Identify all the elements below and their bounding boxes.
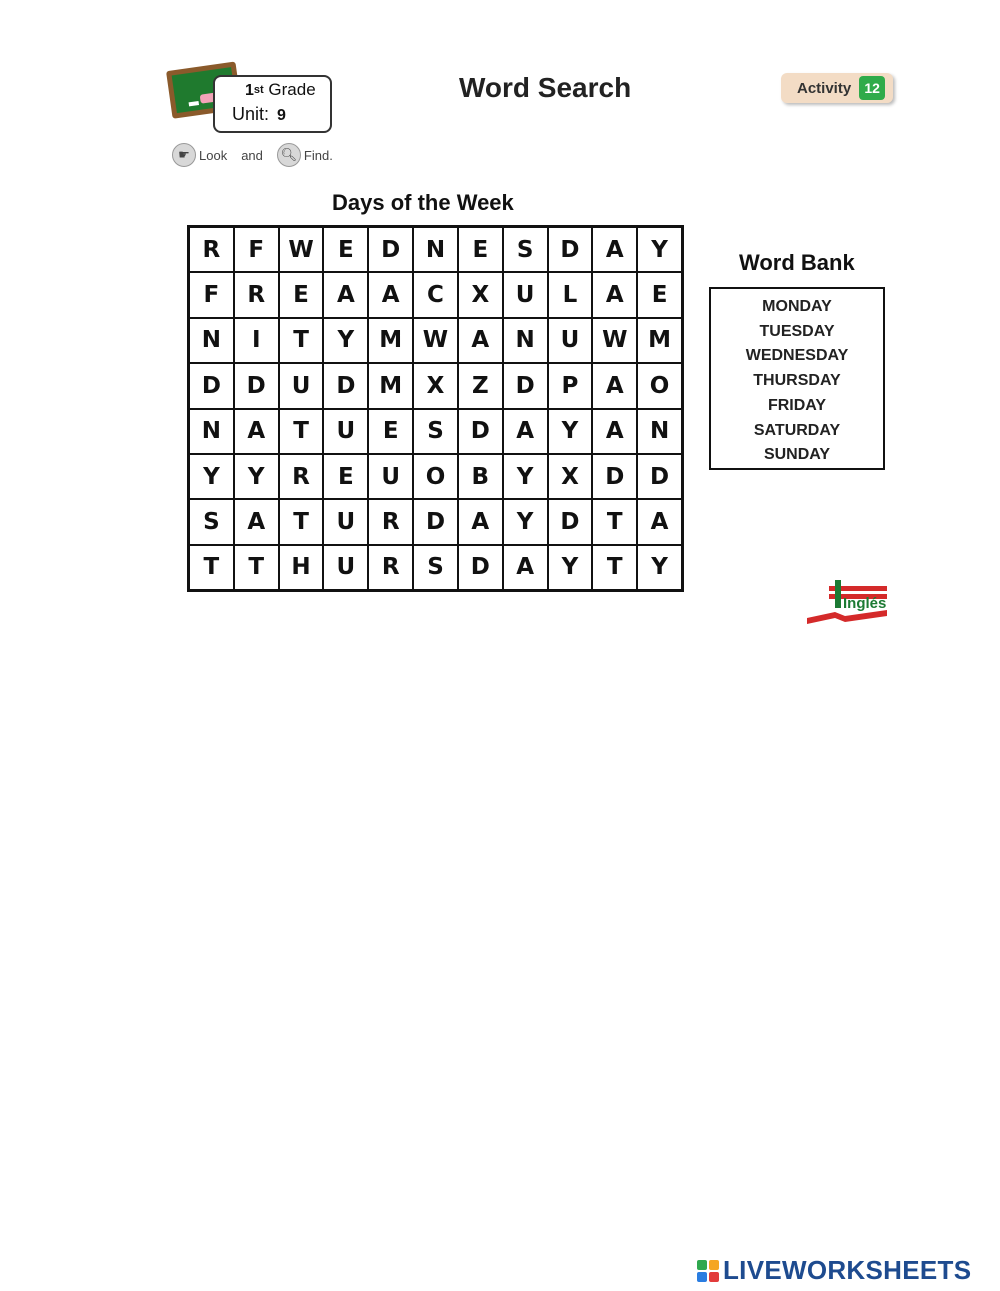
grid-cell[interactable]: D — [413, 499, 458, 544]
grid-cell[interactable]: R — [189, 227, 234, 272]
grid-cell[interactable]: S — [503, 227, 548, 272]
word-bank-item: FRIDAY — [767, 396, 827, 414]
grid-cell[interactable]: U — [503, 272, 548, 317]
grid-cell[interactable]: D — [458, 545, 503, 590]
puzzle-title: Days of the Week — [332, 190, 514, 215]
grid-cell[interactable]: X — [413, 363, 458, 408]
footer-brand-text: LIVEWORKSHEETS — [723, 1255, 972, 1285]
grade-label — [245, 80, 316, 100]
grid-cell[interactable]: Y — [548, 545, 593, 590]
word-bank-item: SATURDAY — [753, 421, 841, 439]
grid-cell[interactable]: W — [279, 227, 324, 272]
grade-text: Grade — [268, 80, 316, 99]
pointing-hand-icon: ☛ — [172, 143, 196, 167]
grid-cell[interactable]: O — [637, 363, 682, 408]
grid-cell[interactable]: U — [323, 499, 368, 544]
grid-cell[interactable]: D — [458, 409, 503, 454]
grid-cell[interactable]: A — [637, 499, 682, 544]
grid-cell[interactable]: W — [592, 318, 637, 363]
grid-cell[interactable]: C — [413, 272, 458, 317]
grid-cell[interactable]: R — [234, 272, 279, 317]
word-bank-item: WEDNESDAY — [745, 347, 849, 365]
grid-cell[interactable]: A — [368, 272, 413, 317]
activity-number: 12 — [859, 76, 885, 100]
word-bank-title: Word Bank — [739, 250, 855, 275]
grid-cell[interactable]: M — [368, 363, 413, 408]
word-bank-item: SUNDAY — [763, 446, 831, 464]
grid-cell[interactable]: L — [548, 272, 593, 317]
grid-cell[interactable]: S — [189, 499, 234, 544]
word-bank-item: TUESDAY — [759, 322, 835, 340]
grid-cell[interactable]: A — [323, 272, 368, 317]
grid-cell[interactable]: P — [548, 363, 593, 408]
activity-badge — [781, 73, 893, 103]
grid-cell[interactable]: D — [637, 454, 682, 499]
magnifier-icon: 🔍︎ — [277, 143, 301, 167]
grid-cell[interactable]: A — [503, 409, 548, 454]
grid-cell[interactable]: U — [548, 318, 593, 363]
grid-cell[interactable]: R — [368, 499, 413, 544]
look-text: Look — [199, 147, 228, 163]
grid-cell[interactable]: Y — [234, 454, 279, 499]
grid-cell[interactable]: N — [503, 318, 548, 363]
grid-cell[interactable]: W — [413, 318, 458, 363]
grid-cell[interactable]: Y — [637, 545, 682, 590]
grid-cell[interactable]: A — [592, 363, 637, 408]
page-title: Word Search — [459, 72, 632, 103]
grid-cell[interactable]: X — [548, 454, 593, 499]
word-search-grid — [187, 225, 684, 592]
grid-cell[interactable]: M — [368, 318, 413, 363]
grid-cell[interactable]: S — [413, 409, 458, 454]
unit-label — [232, 104, 286, 125]
grid-cell[interactable]: Y — [548, 409, 593, 454]
grid-cell[interactable]: U — [323, 545, 368, 590]
grid-cell[interactable]: A — [234, 499, 279, 544]
grid-cell[interactable]: D — [548, 227, 593, 272]
liveworksheets-brand — [697, 1255, 971, 1286]
logo-text: Inglés — [843, 595, 887, 612]
grid-cell[interactable]: T — [279, 318, 324, 363]
grid-cell[interactable]: Y — [189, 454, 234, 499]
grid-cell[interactable]: U — [279, 363, 324, 408]
unit-text: Unit: — [232, 104, 270, 124]
grid-cell[interactable]: I — [234, 318, 279, 363]
grade-suffix: st — [253, 84, 264, 96]
grid-cell[interactable]: Y — [503, 499, 548, 544]
grid-cell[interactable]: R — [368, 545, 413, 590]
grade-number: 1 — [245, 82, 254, 99]
grid-cell[interactable]: D — [368, 227, 413, 272]
grid-cell[interactable]: D — [323, 363, 368, 408]
grid-cell[interactable]: A — [592, 227, 637, 272]
grid-cell[interactable]: T — [592, 499, 637, 544]
word-bank-box — [709, 287, 885, 470]
grid-cell[interactable]: T — [189, 545, 234, 590]
grid-cell[interactable]: T — [592, 545, 637, 590]
and-text: and — [241, 147, 263, 163]
grid-cell[interactable]: A — [592, 409, 637, 454]
grid-cell[interactable]: A — [458, 318, 503, 363]
grid-cell[interactable]: O — [413, 454, 458, 499]
grid-cell[interactable]: A — [234, 409, 279, 454]
grid-cell[interactable]: E — [458, 227, 503, 272]
find-text: Find. — [303, 147, 333, 163]
grid-cell[interactable]: E — [368, 409, 413, 454]
grid-cell[interactable]: D — [503, 363, 548, 408]
grid-cell[interactable]: T — [279, 409, 324, 454]
grid-cell[interactable]: D — [548, 499, 593, 544]
grid-cell[interactable]: Y — [503, 454, 548, 499]
grid-cell[interactable]: B — [458, 454, 503, 499]
grid-cell[interactable]: T — [234, 545, 279, 590]
grid-cell[interactable]: D — [189, 363, 234, 408]
grid-cell[interactable]: M — [637, 318, 682, 363]
activity-label: Activity — [797, 79, 852, 97]
grid-cell[interactable]: E — [279, 272, 324, 317]
grid-cell[interactable]: T — [279, 499, 324, 544]
grid-cell[interactable]: D — [592, 454, 637, 499]
look-and-find-instruction — [172, 143, 333, 167]
word-bank-item: THURSDAY — [753, 372, 841, 390]
grid-cell[interactable]: U — [323, 409, 368, 454]
grid-cell[interactable]: A — [503, 545, 548, 590]
grid-cell[interactable]: D — [234, 363, 279, 408]
grid-cell[interactable]: N — [413, 227, 458, 272]
grid-cell[interactable]: N — [637, 409, 682, 454]
grid-cell[interactable]: F — [234, 227, 279, 272]
grid-cell[interactable]: H — [279, 545, 324, 590]
grid-cell[interactable]: N — [189, 409, 234, 454]
grid-cell[interactable]: A — [592, 272, 637, 317]
grid-cell[interactable]: E — [323, 454, 368, 499]
grid-cell[interactable]: X — [458, 272, 503, 317]
grid-cell[interactable]: Z — [458, 363, 503, 408]
grid-cell[interactable]: F — [189, 272, 234, 317]
word-bank-item: MONDAY — [762, 298, 832, 315]
grid-cell[interactable]: U — [368, 454, 413, 499]
grid-cell[interactable]: R — [279, 454, 324, 499]
liveworksheets-logo-icon — [697, 1260, 719, 1282]
ingles-logo — [805, 576, 889, 624]
grid-cell[interactable]: Y — [323, 318, 368, 363]
grid-cell[interactable]: E — [323, 227, 368, 272]
unit-number: 9 — [277, 107, 286, 124]
grid-cell[interactable]: Y — [637, 227, 682, 272]
grid-cell[interactable]: S — [413, 545, 458, 590]
grid-cell[interactable]: E — [637, 272, 682, 317]
grid-cell[interactable]: A — [458, 499, 503, 544]
grid-cell[interactable]: N — [189, 318, 234, 363]
